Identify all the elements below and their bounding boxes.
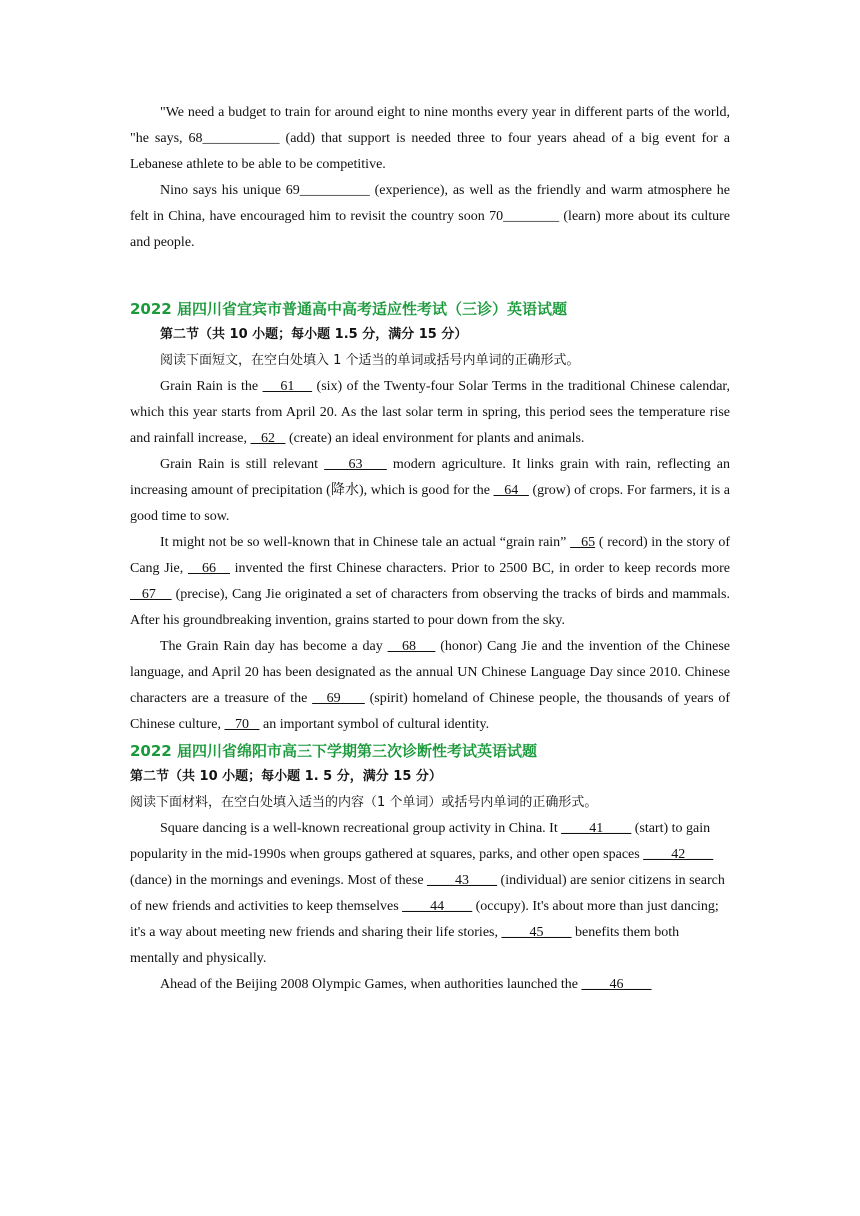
document-page	[130, 100, 730, 998]
intro-paragraph-1: "We need a budget to train for around eight to nine months every year in different parts of the world, "he says, 68___________ (add) that support is needed three to four years ahead of a big event for a Lebanese athlete to be able to be competitive.	[130, 105, 730, 172]
mianyang-section-header: 第二节（共 10 小题；每小题 1. 5 分，满分 15 分）	[130, 769, 442, 784]
yibin-section-header: 第二节（共 10 小题；每小题 1.5 分，满分 15 分）	[160, 327, 468, 342]
blank-65: 65	[570, 535, 596, 550]
blank-41: ____41____	[561, 821, 632, 836]
blank-44: ____44____	[402, 899, 473, 914]
mianyang-paragraph-2: Ahead of the Beijing 2008 Olympic Games, when authorities launched the ____46____	[160, 977, 652, 992]
yibin-paragraph-3: It might not be so well-known that in Chinese tale an actual “grain rain” 65 ( record) in the story of Cang Jie, 66 invented the first Chinese characters. Prior to 2500 BC, in order to keep records more 67 (precise), Cang Jie originated a set of characters from observing the tracks of birds and mammals. After his groundbreaking invention, grains started to pour down from the sky.	[130, 535, 731, 628]
blank-69: 69	[312, 691, 365, 706]
mianyang-exam-title: 2022 届四川省绵阳市高三下学期第三次诊断性考试英语试题	[130, 742, 537, 760]
yibin-paragraph-2: Grain Rain is still relevant 63 modern agriculture. It links grain with rain, reflecting an increasing amount of precipitation (降水), which is good for the 64 (grow) of crops. For farmers, it is a good time to sow.	[130, 457, 731, 524]
blank-67: 67	[130, 587, 172, 602]
blank-42: ____42____	[643, 847, 714, 862]
yibin-paragraph-4: The Grain Rain day has become a day 68 (honor) Cang Jie and the invention of the Chinese language, and April 20 has been designated as the annual UN Chinese Language Day since 2010. Chinese characters are a treasure of the 69 (spirit) homeland of Chinese people, the thousands of years of Chinese culture, 70 an important symbol of cultural identity.	[130, 639, 731, 732]
blank-68: 68	[387, 639, 436, 654]
yibin-paragraph-1: Grain Rain is the 61 (six) of the Twenty-four Solar Terms in the traditional Chinese calendar, which this year starts from April 20. As the last solar term in spring, this period sees the temperature rise and rainfall increase, 62 (create) an ideal environment for plants and animals.	[130, 379, 731, 446]
blank-45: ____45____	[501, 925, 572, 940]
blank-70: 70	[224, 717, 260, 732]
blank-63: 63	[324, 457, 387, 472]
intro-paragraph-2: Nino says his unique 69__________ (experience), as well as the friendly and warm atmosphere he felt in China, have encouraged him to revisit the country soon 70________ (learn) more about its culture and people.	[130, 183, 730, 250]
blank-43: ____43____	[427, 873, 498, 888]
blank-46: ____46____	[581, 977, 652, 992]
blank-61: 61	[262, 379, 313, 394]
blank-66: 66	[187, 561, 230, 576]
yibin-exam-title: 2022 届四川省宜宾市普通高中高考适应性考试（三诊）英语试题	[130, 300, 567, 318]
mianyang-paragraph-1: Square dancing is a well-known recreational group activity in China. It ____41____ (start) to gain popularity in the mid-1990s when groups gathered at squares, parks, and other open spaces ____42____ (dance) in the mornings and evenings. Most of these ____43____ (individual) are senior citizens in search of new friends and activities to keep themselves ____44____ (occupy). It's about more than just dancing; it's a way about meeting new friends and sharing their life stories, ____45____ benefits them both mentally and physically.	[130, 821, 725, 966]
yibin-instruction: 阅读下面短文，在空白处填入 1 个适当的单词或括号内单词的正确形式。	[160, 353, 580, 368]
blank-64: 64	[493, 483, 529, 498]
mianyang-instruction: 阅读下面材料，在空白处填入适当的内容（1 个单词）或括号内单词的正确形式。	[130, 795, 598, 810]
blank-62: 62	[250, 431, 286, 446]
